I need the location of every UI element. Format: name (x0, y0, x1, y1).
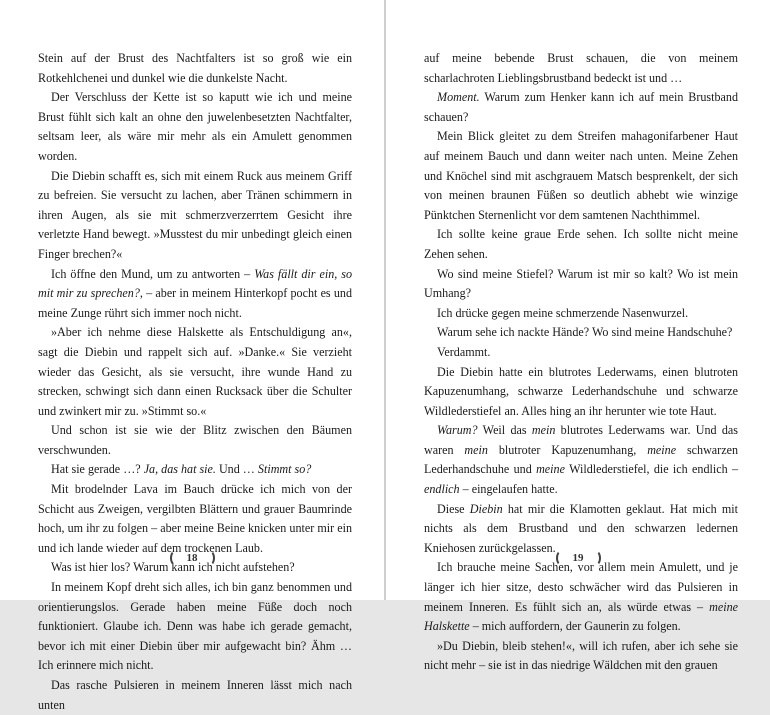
italic-run: Diebin (469, 501, 503, 516)
text-run: , – aber in meinem Hinterkopf pocht es und meine Zunge rührt sich immer noch nicht. (38, 286, 352, 320)
text-run: Ich öffne den Mund, um zu antworten – (51, 266, 255, 281)
right-page (386, 0, 770, 673)
paragraph: Ich sollte keine graue Erde sehen. Ich sollte nicht meine Zehen sehen. (424, 227, 738, 261)
italic-run: meine (647, 442, 677, 457)
italic-run: Warum? (437, 423, 478, 438)
paragraph: Die Diebin schafft es, sich mit einem Ruck aus meinem Griff zu befreien. Sie versucht zu lachen, aber Tränen schimmern in ihren Augen, als sie mit schmerzverzerrtem Gesicht ihre verletzte Hand bewegt. »Musstest du mir unbedingt gleich einen Finger brechen?« (38, 168, 352, 261)
italic-run: Was fällt dir ein, so mit mir zu sprechen? (38, 266, 352, 301)
italic-run: Moment. (437, 90, 480, 105)
page-number-left (0, 550, 384, 566)
paragraph: Stein auf der Brust des Nachtfalters ist so groß wie ein Rotkehlchenei und dunkel wie die dunkelste Nacht. (38, 51, 352, 85)
text-run: blutrotes Lederwams war. Und das waren (424, 423, 738, 457)
folio-ornament-icon (590, 550, 601, 566)
italic-run: meine Halskette (424, 599, 738, 634)
text-run: Hat sie gerade …? (51, 462, 144, 477)
italic-run: mein (531, 423, 556, 438)
left-page-text (38, 49, 352, 715)
folio-ornament-icon (556, 550, 567, 566)
paragraph (38, 460, 352, 480)
paragraph: Ich drücke gegen meine schmerzende Nasenwurzel. (437, 305, 689, 320)
page-number: 18 (186, 552, 198, 564)
paragraph: Was ist hier los? Warum kann ich nicht aufstehen? (51, 560, 295, 575)
paragraph: Und schon ist sie wie der Blitz zwischen den Bäumen verschwunden. (38, 423, 352, 457)
page-number: 19 (572, 552, 584, 564)
paragraph (424, 88, 738, 127)
text-run: Und … (215, 462, 258, 477)
paragraph: Wo sind meine Stiefel? Warum ist mir so kalt? Wo ist mein Umhang? (424, 266, 738, 301)
text-run: Weil das (477, 423, 532, 438)
paragraph: Mein Blick gleitet zu dem Streifen mahagonifarbener Haut auf meinem Bauch und dann weiter nach unten. Meine Zehen und Knöchel sind mit aschgrauem Matsch besprenkelt, der sich von meinen braunen Füßen so deutlich abhebt wie winzige Pünktchen Sternenlicht vor dem samtenen Nachthimmel. (424, 129, 738, 222)
paragraph (424, 558, 738, 636)
paragraph: Die Diebin hatte ein blutrotes Lederwams, einen blutroten Kapuzenumhang, schwarze Lederhandschuhe und schwarze Wildlederstiefel an. Alles hing an ihr herunter wie tote Haut. (424, 364, 738, 418)
italic-run: Ja, das hat sie. (143, 462, 216, 477)
text-run: Ich brauche meine Sachen, vor allem mein Amulett, und je länger ich hier sitze, desto schwächer wird das Pulsieren in meinem Inneren. Es fühlt sich an, als würde etwas – (424, 560, 738, 614)
paragraph: Warum sehe ich nackte Hände? Wo sind meine Handschuhe? (437, 325, 733, 340)
paragraph: auf meine bebende Brust schauen, die von meinem scharlachroten Lieblingsbrustband bedeckt ist und … (424, 51, 738, 85)
paragraph: Der Verschluss der Kette ist so kaputt wie ich und meine Brust fühlt sich kalt an ohne den juwelenbesetzten Nachtfalter, seltsam leer, als wäre mir mehr als ein Amulett genommen worden. (38, 90, 352, 163)
paragraph: »Du Diebin, bleib stehen!«, will ich rufen, aber ich sehe sie nicht mehr – sie ist in das niedrige Wäldchen mit den grauen (424, 638, 738, 673)
text-run: Wildlederstiefel, die ich endlich – (564, 462, 738, 477)
text-run: – eingelaufen hatte. (459, 482, 558, 497)
italic-run: mein (464, 442, 488, 457)
italic-run: endlich (424, 482, 460, 497)
left-page (0, 0, 384, 712)
text-run: blutroter Kapuzenumhang, (487, 442, 648, 457)
text-run: Diese (437, 501, 470, 516)
page-number-right (386, 550, 770, 566)
folio-ornament-icon (170, 550, 181, 566)
text-run: Warum zum Henker kann ich auf mein Brustband schauen? (424, 90, 738, 124)
paragraph: Mit brodelnder Lava im Bauch drücke ich mich von der Schicht aus Zweigen, vergilbten Blättern und grauer Baumrinde hoch, um ihr zu folgen – aber meine Beine knicken unter mir ein und ich lande wieder auf dem trockenen Laub. (38, 482, 352, 555)
italic-run: meine (536, 462, 565, 477)
paragraph: In meinem Kopf dreht sich alles, ich bin ganz benommen und orientierungslos. Gerade haben meine Füße doch noch funktioniert. Glaube ich. Denn was habe ich gerade gemacht, bevor ich mit einer Diebin über mir aufgewacht bin? Ähm … Ich erinnere mich nicht. (38, 580, 352, 673)
paragraph (38, 265, 352, 324)
paragraph: Verdammt. (437, 344, 491, 359)
paragraph: Das rasche Pulsieren in meinem Inneren lässt mich nach unten (38, 678, 352, 712)
text-run: schwarzen Lederhandschuhe und (424, 442, 738, 477)
paragraph (424, 421, 738, 499)
text-run: – mich auffordern, der Gaunerin zu folgen. (469, 619, 681, 634)
paragraph: »Aber ich nehme diese Halskette als Entschuldigung an«, sagt die Diebin und rappelt sich auf. »Danke.« Sie verzieht wieder das Gesicht, als sie versucht, ihre wunde Hand zu strecken, schwingt sich dann einen Rucksack über die Schulter und zwinkert mir zu. »Stimmt so.« (38, 325, 352, 418)
text-run: hat mir die Klamotten geklaut. Hat mich mit nichts als dem Brustband und den schwarzen ledernen Kniehosen zurückgelassen. (424, 501, 738, 555)
folio-ornament-icon (204, 550, 215, 566)
right-page-text (424, 49, 738, 676)
italic-run: Stimmt so? (257, 462, 312, 477)
